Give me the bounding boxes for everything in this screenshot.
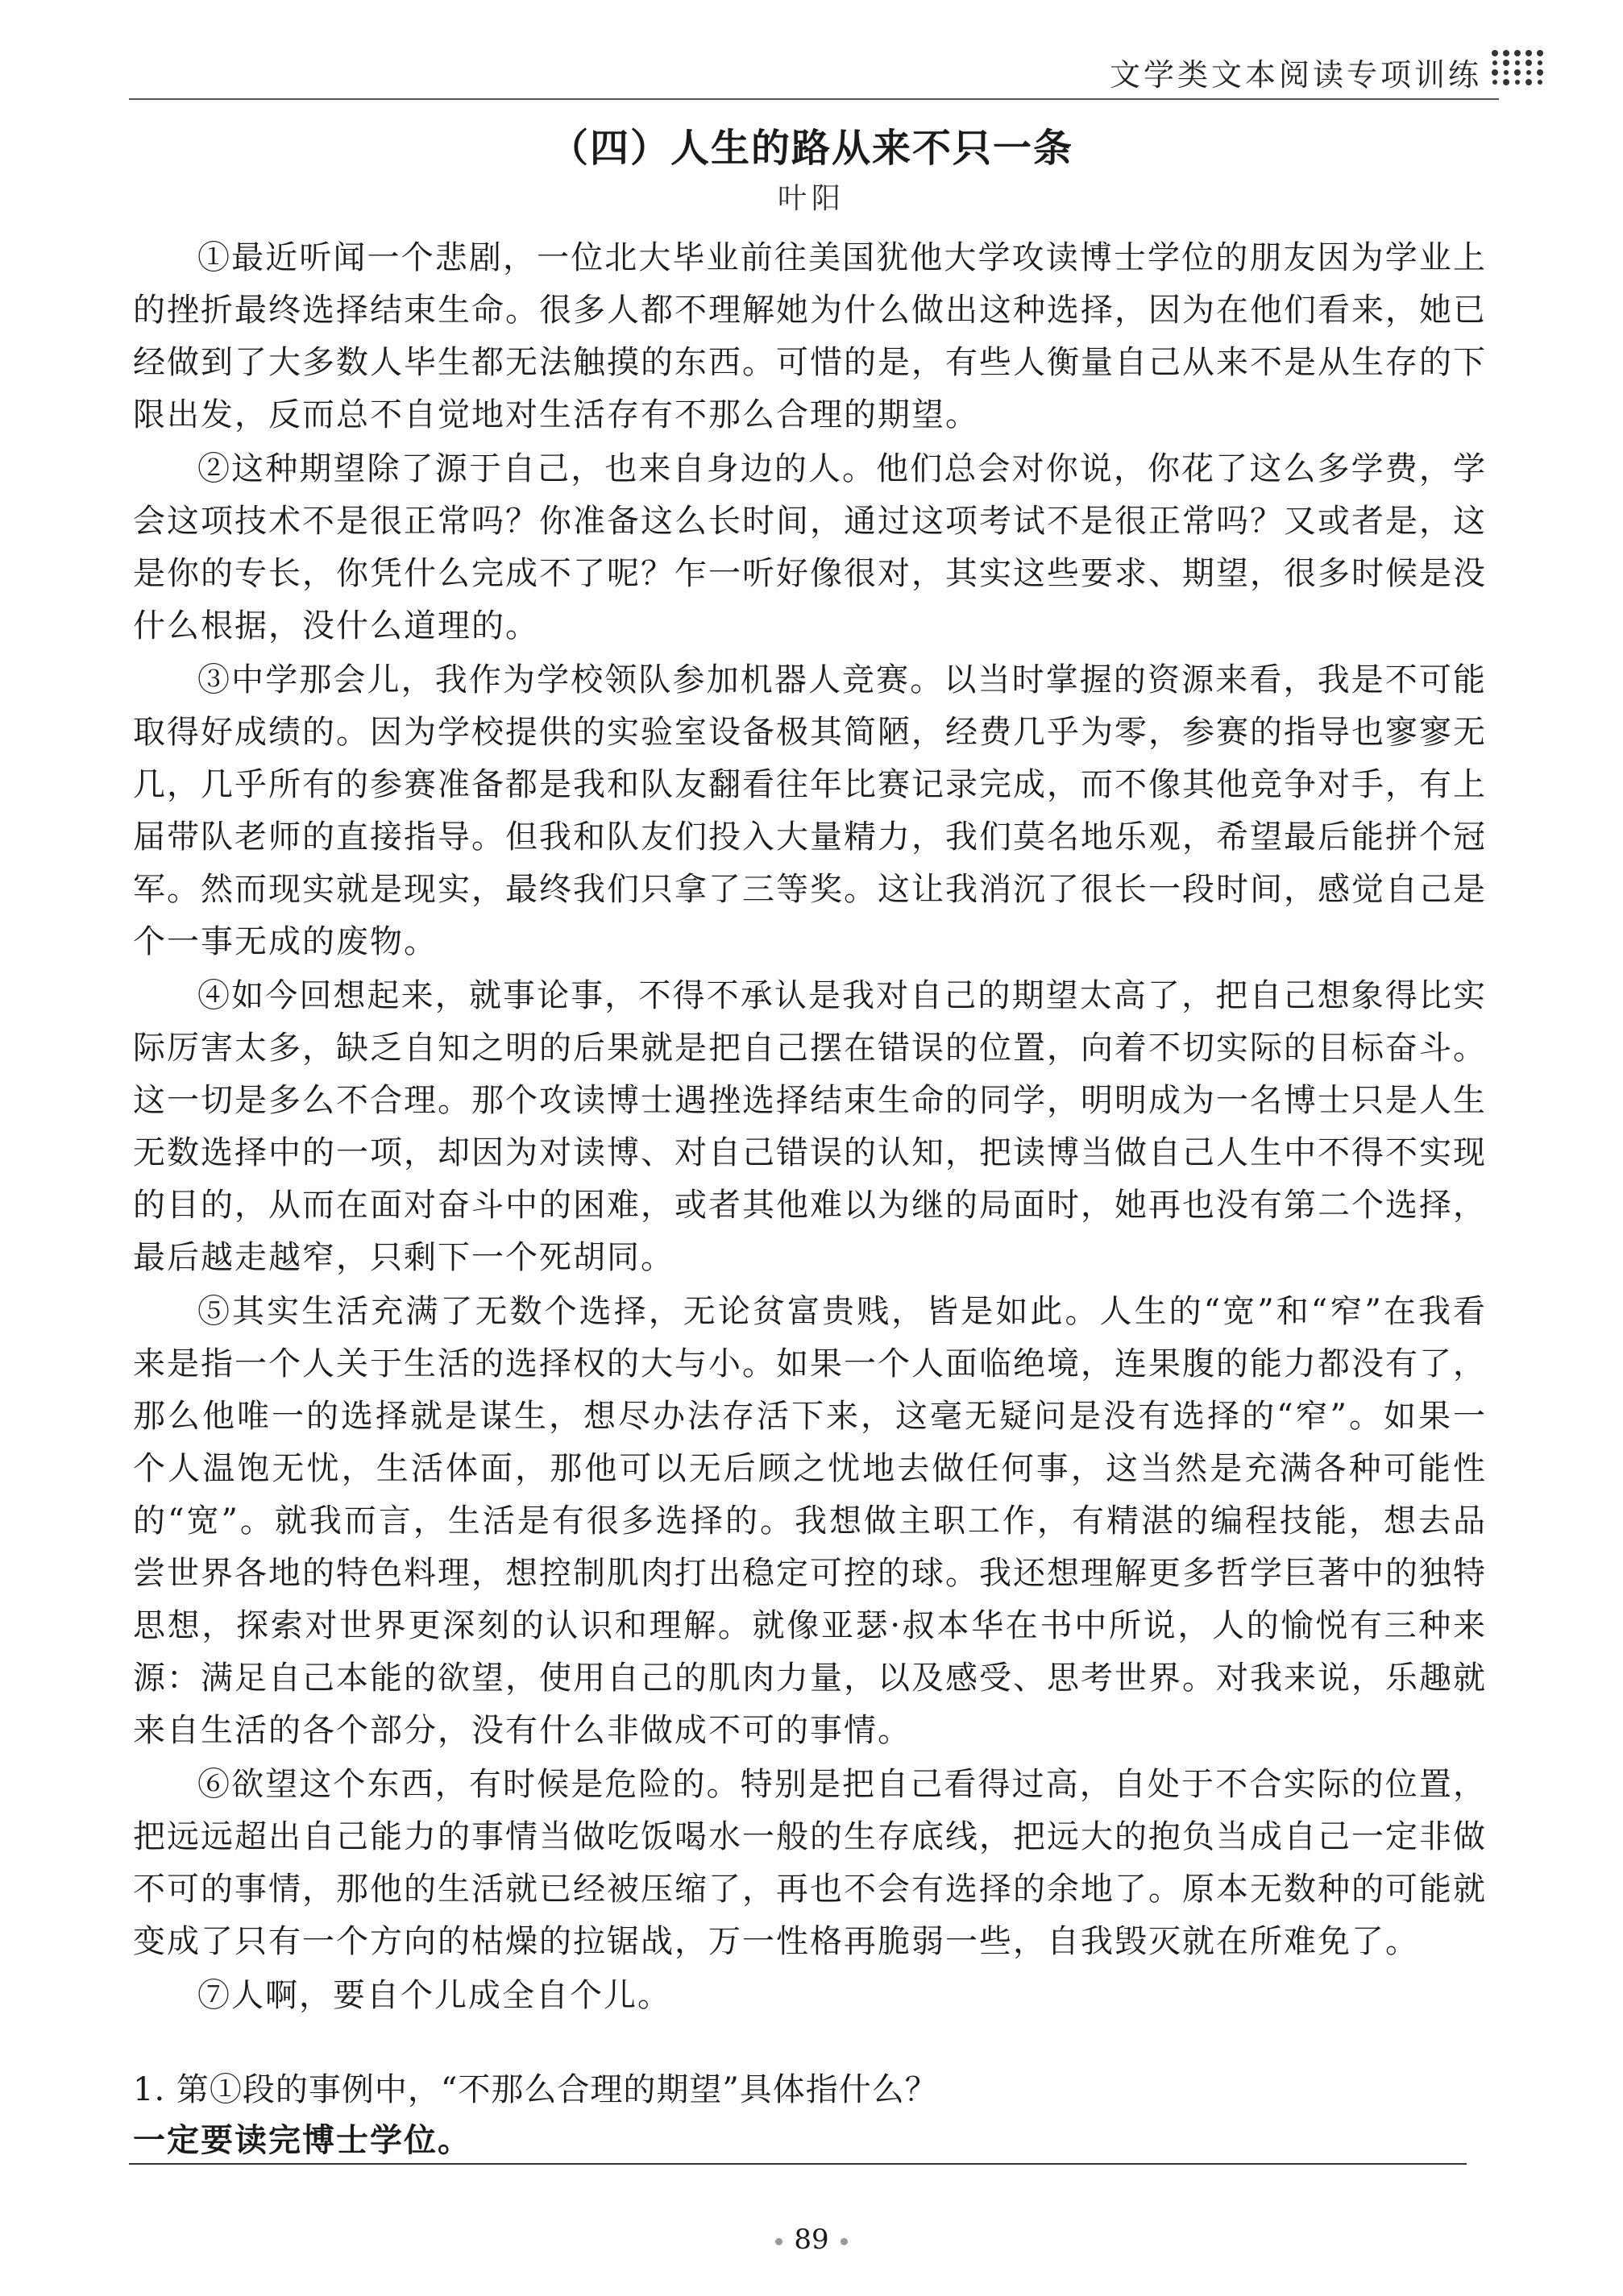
- page-footer: [0, 2223, 1623, 2256]
- question-1-answer: 一定要读完博士学位。: [133, 2122, 471, 2159]
- article-author: 叶阳: [777, 182, 845, 215]
- header-divider: [129, 98, 1499, 100]
- paragraph-6: ⑥欲望这个东西，有时候是危险的。特别是把自己看得过高，自处于不合实际的位置，把远远超出自己能力的事情当做吃饭喝水一般的生存底线，把远大的抱负当成自己一定非做不可的事情，那他的生活就已经被压缩了，再也不会有选择的余地了。原本无数种的可能就变成了只有一个方向的枯燥的拉锯战，万一性格再脆弱一些，自我毁灭就在所难免了。: [133, 1766, 1487, 1960]
- page-dot-left: [775, 2238, 782, 2245]
- answer-line: [129, 2163, 1467, 2165]
- paragraph-3: ③中学那会儿，我作为学校领队参加机器人竞赛。以当时掌握的资源来看，我是不可能取得好成绩的。因为学校提供的实验室设备极其简陋，经费几乎为零，参赛的指导也寥寥无几，几乎所有的参赛准备都是我和队友翻看往年比赛记录完成，而不像其他竞争对手，有上届带队老师的直接指导。但我和队友们投入大量精力，我们莫名地乐观，希望最后能拼个冠军。然而现实就是现实，最终我们只拿了三等奖。这让我消沉了很长一段时间，感觉自己是个一事无成的废物。: [133, 661, 1487, 960]
- paragraph-5: ⑤其实生活充满了无数个选择，无论贫富贵贱，皆是如此。人生的“宽”和“窄”在我看来是指一个人关于生活的选择权的大与小。如果一个人面临绝境，连果腹的能力都没有了，那么他唯一的选择就是谋生，想尽办法存活下来，这毫无疑问是没有选择的“窄”。如果一个人温饱无忧，生活体面，那他可以无后顾之忧地去做任何事，这当然是充满各种可能性的“宽”。就我而言，生活是有很多选择的。我想做主职工作，有精湛的编程技能，想去品尝世界各地的特色料理，想控制肌肉打出稳定可控的球。我还想理解更多哲学巨著中的独特思想，探索对世界更深刻的认识和理解。就像亚瑟·叔本华在书中所说，人的愉悦有三种来源：满足自己本能的欲望，使用自己的肌肉力量，以及感受、思考世界。对我来说，乐趣就来自生活的各个部分，没有什么非做成不可的事情。: [133, 1293, 1487, 1749]
- question-1-prompt: 1. 第①段的事例中，“不那么合理的期望”具体指什么？: [133, 2071, 938, 2108]
- paragraph-2: ②这种期望除了源于自己，也来自身边的人。他们总会对你说，你花了这么多学费，学会这项技术不是很正常吗？你准备这么长时间，通过这项考试不是很正常吗？又或者是，这是你的专长，你凭什么完成不了呢？乍一听好像很对，其实这些要求、期望，很多时候是没什么根据，没什么道理的。: [133, 450, 1487, 644]
- header-dots-icon: [1490, 48, 1546, 87]
- paragraph-7: ⑦人啊，要自个儿成全自个儿。: [197, 1977, 671, 2014]
- paragraph-1: ①最近听闻一个悲剧，一位北大毕业前往美国犹他大学攻读博士学位的朋友因为学业上的挫折最终选择结束生命。很多人都不理解她为什么做出这种选择，因为在他们看来，她已经做到了大多数人毕生都无法触摸的东西。可惜的是，有些人衡量自己从来不是从生存的下限出发，反而总不自觉地对生活存有不那么合理的期望。: [133, 239, 1487, 433]
- article-body: [133, 232, 1487, 2024]
- page-dot-right: [841, 2238, 848, 2245]
- page-number: 89: [794, 2223, 829, 2256]
- article-title: （四）人生的路从来不只一条: [549, 126, 1073, 171]
- section-label: 文学类文本阅读专项训练: [1109, 57, 1482, 93]
- paragraph-4: ④如今回想起来，就事论事，不得不承认是我对自己的期望太高了，把自己想象得比实际厉害太多，缺乏自知之明的后果就是把自己摆在错误的位置，向着不切实际的目标奋斗。这一切是多么不合理。那个攻读博士遇挫选择结束生命的同学，明明成为一名博士只是人生无数选择中的一项，却因为对读博、对自己错误的认知，把读博当做自己人生中不得不实现的目的，从而在面对奋斗中的困难，或者其他难以为继的局面时，她再也没有第二个选择，最后越走越窄，只剩下一个死胡同。: [133, 977, 1487, 1276]
